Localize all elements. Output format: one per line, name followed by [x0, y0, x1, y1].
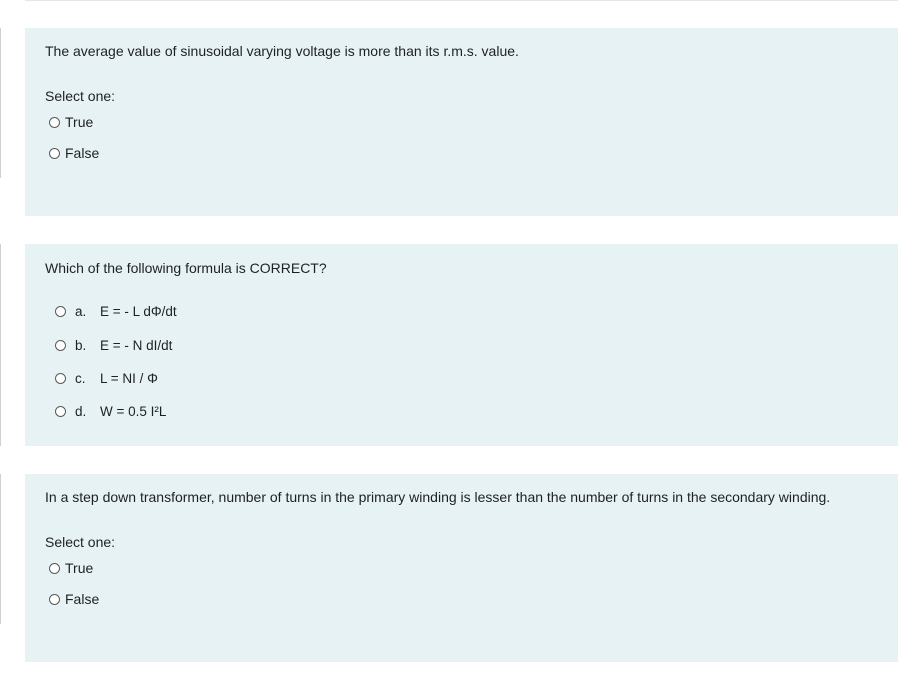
radio-button[interactable] — [55, 340, 66, 351]
question-2-text: Which of the following formula is CORRECT? — [45, 260, 327, 276]
option-letter: d. — [75, 404, 87, 419]
radio-button[interactable] — [55, 373, 66, 384]
option-letter: b. — [75, 338, 87, 353]
question-3-prompt: Select one: — [45, 534, 116, 550]
option-label: False — [65, 591, 100, 607]
top-divider — [25, 0, 898, 1]
radio-button[interactable] — [55, 406, 66, 417]
option-label: False — [65, 145, 100, 161]
option-letter: c. — [75, 371, 86, 386]
radio-button[interactable] — [55, 306, 66, 317]
option-text: E = - N dI/dt — [100, 338, 173, 353]
question-2-left-border — [0, 244, 1, 446]
radio-button[interactable] — [49, 148, 60, 159]
question-3 — [25, 474, 898, 662]
question-2 — [25, 244, 898, 446]
question-3-text: In a step down transformer, number of turns in the primary winding is lesser than the number of turns in the secondary winding. — [45, 489, 831, 505]
option-label: True — [65, 560, 94, 576]
question-1-option-true[interactable] — [49, 114, 93, 130]
question-3-left-border — [0, 474, 1, 624]
option-text: L = NI / Φ — [100, 371, 158, 386]
question-1 — [25, 28, 898, 216]
radio-button[interactable] — [49, 117, 60, 128]
radio-button[interactable] — [49, 594, 60, 605]
option-text: W = 0.5 I²L — [100, 404, 167, 419]
question-2-option-c[interactable] — [55, 371, 158, 386]
question-1-option-false[interactable] — [49, 145, 99, 161]
question-1-prompt: Select one: — [45, 88, 116, 104]
question-2-option-a[interactable] — [55, 304, 177, 319]
question-3-option-false[interactable] — [49, 591, 99, 607]
question-2-option-b[interactable] — [55, 338, 172, 353]
radio-button[interactable] — [49, 563, 60, 574]
option-label: True — [65, 114, 94, 130]
option-text: E = - L dΦ/dt — [100, 304, 177, 319]
question-1-left-border — [0, 28, 1, 178]
question-2-option-d[interactable] — [55, 404, 166, 419]
option-letter: a. — [75, 304, 87, 319]
question-3-option-true[interactable] — [49, 560, 93, 576]
question-1-text: The average value of sinusoidal varying voltage is more than its r.m.s. value. — [45, 43, 519, 59]
